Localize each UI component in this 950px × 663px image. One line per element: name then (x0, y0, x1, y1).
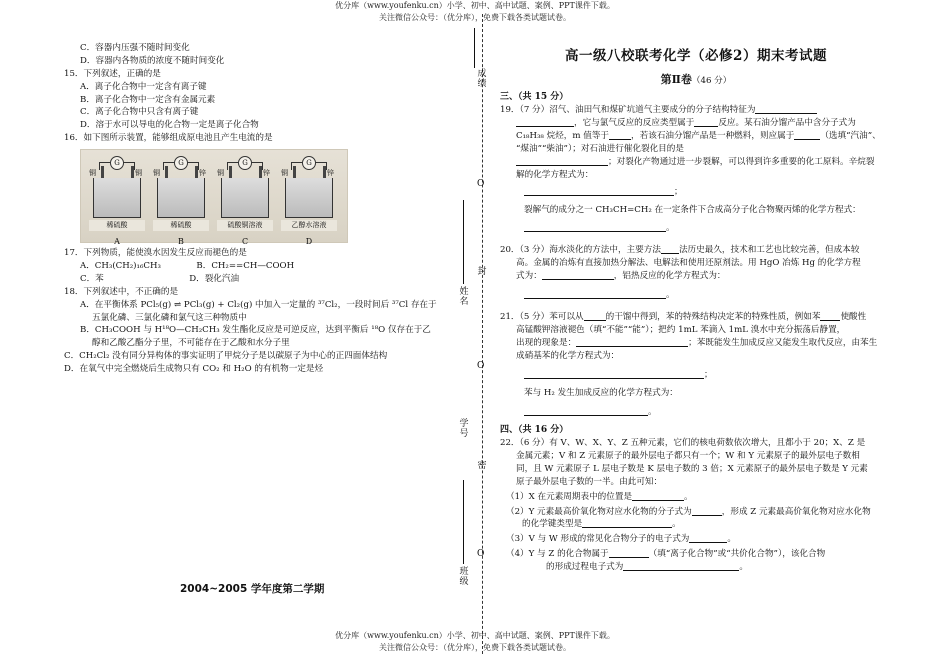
binding-id-label: 学号 (459, 419, 469, 439)
q19-line-5 (500, 156, 892, 169)
q15-option-c: C．离子化合物中只含有离子键 (80, 107, 199, 118)
electrode-left-label: 铜 (217, 169, 224, 178)
q19-text-2b: 反应。某石油分馏产品中含分子式为 (718, 118, 856, 129)
q19-equation-line-2 (500, 222, 892, 240)
q22-answer-blank-5[interactable] (609, 548, 649, 558)
q22-answer-blank-2[interactable] (692, 506, 722, 516)
page-footer (0, 630, 950, 654)
q22-sub-4-cont (500, 561, 892, 574)
q20-equation-blank[interactable] (524, 289, 666, 299)
q18-option-c: C．CH₂Cl₂ 没有同分异构体的事实证明了甲烷分子是以碳原子为中心的正四面体结构 (64, 351, 388, 362)
q21-period: 。 (648, 406, 657, 417)
binding-name-label: 姓名 (459, 287, 469, 307)
binding-secret-label: 密 (477, 461, 487, 471)
electrode-left-label: 铜 (281, 169, 288, 178)
q21-text-1b: 的干馏中得到，苯的特殊结构决定苯的特殊性质，例如苯 (605, 312, 821, 323)
q21-equation-line-2 (500, 406, 892, 424)
q22-line-1: 22．（6 分）有 V、W、X、Y、Z 五种元素，它们的核电荷数依次增大，且都小于 20；X、Z 是 (500, 438, 866, 449)
cell-c (217, 156, 273, 247)
q22-sub-4 (500, 548, 892, 561)
q19-text-3b: ，若该石油分馏产品是一种燃料，则应属于 (631, 131, 795, 142)
cell-d (281, 156, 337, 247)
q14-option-c: C．容器内压强不随时间变化 (80, 43, 190, 53)
header-line-2: 关注微信公众号：（优分库），免费下载各类试题试卷。 (379, 13, 571, 22)
binding-circle-3: O (477, 549, 485, 559)
q21-text-3a: 出现的现象是： (516, 337, 577, 348)
cell-letter: B (178, 237, 184, 247)
q19-text-3a: C₁₈H₃₈ 烷烃，m 值等于 (516, 131, 610, 142)
q22-sub-1-text: （1）X 在元素周期表中的位置是 (506, 491, 633, 502)
q20-text-1a: 20．（3 分）海水淡化的方法中，主要方法 (500, 245, 661, 256)
beaker (285, 178, 333, 218)
footer-line-2: 关注微信公众号：（优分库），免费下载各类试题试卷。 (379, 643, 571, 652)
name-field-line (463, 200, 464, 284)
q21-line-2: 高锰酸钾溶液褪色（填“不能”“能”）；把约 1mL 苯滴入 1mL 溴水中充分振荡后静置， (516, 325, 846, 336)
q19-text-5: ；对裂化产物通过进一步裂解，可以得到许多重要的化工原料。辛烷裂 (608, 156, 875, 167)
electrode-right-label: 锌 (327, 169, 334, 178)
q19-equation-line-1 (500, 186, 892, 204)
part-two-heading (500, 72, 892, 89)
q22-sub-2-text-c: 的化学键类型是 (522, 519, 583, 530)
q16-stem: 16．如下图所示装置，能够组成原电池且产生电流的是 (64, 133, 273, 144)
solution-label: 稀硫酸 (153, 220, 209, 231)
part-two-score: （46 分） (691, 76, 732, 87)
electrode-left-label: 铜 (89, 169, 96, 178)
q19-equation-blank-2[interactable] (524, 222, 666, 232)
q19-answer-blank-5[interactable] (794, 130, 820, 140)
electrode-right-label: 铜 (135, 169, 142, 178)
q19-line-1 (500, 104, 892, 117)
page-header (0, 0, 950, 24)
cell-a (89, 156, 145, 247)
binding-class-label: 班级 (459, 567, 469, 587)
q22-sub-1-period: 。 (684, 491, 693, 502)
q19-semicolon: ； (674, 186, 683, 197)
cell-letter: A (114, 237, 120, 247)
q22-sub-2-text-a: （2）Y 元素最高价氧化物对应水化物的分子式为 (506, 506, 692, 517)
binding-circle-2: O (477, 361, 485, 371)
q17-option-a: A．CH₃(CH₂)₁₆CH₃ (80, 261, 161, 272)
q21-line-5: 苯与 H₂ 发生加成反应的化学方程式为： (524, 387, 678, 398)
q19-answer-blank-3[interactable] (694, 117, 718, 127)
q21-line-4: 成硝基苯的化学方程式为： (516, 350, 620, 361)
binding-score-label: 成绩 (477, 69, 487, 89)
q19-line-2 (500, 117, 892, 130)
left-column (64, 42, 442, 376)
cell-b (153, 156, 209, 247)
cell-letter: D (305, 237, 313, 247)
q21-text-1a: 21．（5 分）苯可以从 (500, 312, 584, 323)
cell-letter: C (241, 237, 249, 247)
q20-line-3 (500, 270, 892, 283)
q19-line-6: 解的化学方程式为： (516, 169, 594, 180)
q19-line-7: 裂解气的成分之一 CH₃CH=CH₂ 在一定条件下合成高分子化合物聚丙烯的化学方程式： (524, 204, 861, 215)
beaker (93, 178, 141, 218)
q20-equation-line (500, 289, 892, 307)
q18-option-b-line2: 醇和乙酸乙酯分子里，不可能存在于乙酸和水分子里 (92, 338, 290, 349)
q21-equation-line-1 (500, 369, 892, 387)
q21-equation-blank-2[interactable] (524, 406, 648, 416)
q17-options-cd (64, 273, 442, 286)
galvanometer-icon: G (238, 156, 252, 170)
q14-option-d: D．容器内各物质的浓度不随时间变化 (80, 55, 225, 66)
galvanometer-icon: G (302, 156, 316, 170)
q20-answer-blank-1[interactable] (661, 244, 679, 254)
q20-text-3a: 式为： (516, 271, 542, 282)
section-three-heading: 三、（共 15 分） (500, 91, 569, 102)
q21-answer-blank-1[interactable] (584, 311, 606, 321)
section-four-heading: 四、（共 16 分） (500, 424, 569, 435)
right-column (500, 42, 892, 574)
q21-answer-blank-2[interactable] (820, 311, 840, 321)
q19-answer-blank-4[interactable] (609, 130, 631, 140)
q20-line-2: 高。金属的冶炼有直接加热分解法、电解法和使用还原剂法。用 HgO 冶炼 Hg 的化学方程 (516, 258, 861, 269)
q22-sub-4-text-b: （填“离子化合物”或“共价化合物”），该化合物 (648, 549, 826, 560)
q22-sub-4-period: 。 (739, 562, 748, 573)
q19-text-1: 19．（7 分）沼气、油田气和煤矿坑道气主要成分的分子结构特征为 (500, 105, 756, 116)
q20-text-3b: ，铝热反应的化学方程式为： (613, 271, 726, 282)
q18-stem: 18．下列叙述中，不正确的是 (64, 286, 179, 297)
q15-stem: 15．下列叙述，正确的是 (64, 68, 161, 79)
q17-option-c: C．苯 (80, 273, 104, 284)
q22-line-3: 同，且 W 元素原子 L 层电子数是 K 层电子数的 3 倍；X 元素原子的最外层电子数是 Y 元素 (516, 463, 868, 474)
galvanometer-icon: G (174, 156, 188, 170)
q22-sub-4-text-a: （4）Y 与 Z 的化合物属于 (506, 549, 609, 560)
footer-line-1: 优分库（www.youfenku.cn）小学、初中、高中试题、案例、PPT课件下载。 (335, 631, 615, 640)
electrode-right-label: 锌 (199, 169, 206, 178)
q19-answer-blank-6[interactable] (516, 156, 608, 166)
q22-sub-2 (500, 506, 892, 519)
q22-sub-3 (500, 533, 892, 546)
q21-line-3 (500, 337, 892, 350)
q19-answer-blank-1[interactable] (755, 104, 817, 114)
q22-line-4: 原子最外层电子数的一半。由此可知： (516, 476, 663, 487)
class-field-line (463, 480, 464, 564)
score-field-line (474, 28, 475, 68)
q19-text-4: “煤油”“柴油”）；对石油进行催化裂化目的是 (516, 143, 684, 154)
q18-option-d: D．在氧气中完全燃烧后生成物只有 CO₂ 和 H₂O 的有机物一定是烃 (64, 364, 324, 375)
q20-text-1b: 法历史最久，技术和工艺也比较完善，但成本较 (678, 245, 860, 256)
q19-text-2a: ，它与氯气反应的反应类型属于 (574, 118, 695, 129)
q19-line-4 (500, 143, 892, 156)
header-line-1: 优分库（www.youfenku.cn）小学、初中、高中试题、案例、PPT课件下载。 (335, 1, 615, 10)
school-year-label: 2004~2005 学年度第二学期 (180, 583, 325, 595)
q22-line-2: 金属元素；V 和 Z 元素原子的最外层电子都只有一个；W 和 Y 元素原子的最外层电子数相 (516, 451, 860, 461)
q22-sub-4-text-c: 的形成过程电子式为 (546, 562, 624, 573)
q22-sub-2-text-b: ，形成 Z 元素最高价氧化物对应水化物 (721, 506, 871, 517)
q21-semicolon: ； (704, 369, 713, 380)
q18-option-a-line1: A．在平衡体系 PCl₅(g) ⇌ PCl₃(g) + Cl₂(g) 中加入一定量的 ³⁷Cl₂，一段时间后 ³⁷Cl 存在于 (80, 299, 437, 310)
binding-seal-label: 封 (477, 267, 487, 277)
q20-period: 。 (666, 290, 675, 301)
q21-answer-blank-3[interactable] (576, 337, 688, 347)
binding-circle-1: O (477, 179, 485, 189)
q19-text-3c: （选填“汽油”、 (820, 131, 881, 142)
solution-label: 稀硫酸 (89, 220, 145, 231)
q20-answer-blank-2[interactable] (542, 270, 614, 280)
galvanometer-icon: G (110, 156, 124, 170)
q15-option-b: B．离子化合物中一定含有金属元素 (80, 94, 216, 105)
q22-sub-1 (500, 491, 892, 504)
q21-line-1 (500, 311, 892, 324)
beaker (221, 178, 269, 218)
q17-option-b: B．CH₂==CH—COOH (196, 261, 295, 272)
q22-answer-blank-6[interactable] (623, 561, 739, 571)
q22-answer-blank-4[interactable] (689, 533, 727, 543)
exam-title: 高一级八校联考化学（必修2）期末考试题 (565, 48, 827, 64)
electrode-right-label: 锌 (263, 169, 270, 178)
q22-answer-blank-3[interactable] (582, 518, 672, 528)
beaker (157, 178, 205, 218)
q19-period: 。 (666, 223, 675, 234)
q19-line-3 (500, 130, 892, 143)
q15-option-d: D．溶于水可以导电的化合物一定是离子化合物 (80, 120, 259, 131)
q18-option-a-line2: 五氯化磷、三氯化磷和氯气这三种物质中 (92, 312, 247, 323)
part-two-label: 第Ⅱ卷 (660, 73, 692, 87)
q22-sub-3-period: 。 (727, 534, 736, 545)
q22-answer-blank-1[interactable] (632, 491, 684, 501)
q18-option-b-line1: B．CH₃COOH 与 H¹⁸O—CH₂CH₃ 发生酯化反应是可逆反应，达到平衡后 ¹⁸O 仅存在于乙 (80, 325, 431, 336)
q21-equation-blank-1[interactable] (524, 369, 704, 379)
q17-option-d: D．裂化汽油 (189, 273, 240, 284)
q20-line-1 (500, 244, 892, 257)
electrode-left-label: 铜 (153, 169, 160, 178)
q21-text-3b: ；苯既能发生加成反应又能发生取代反应，由苯生 (688, 337, 878, 348)
q19-equation-blank-1[interactable] (524, 186, 674, 196)
q15-option-a: A．离子化合物中一定含有离子键 (80, 81, 207, 92)
q19-answer-blank-2[interactable] (516, 117, 574, 127)
solution-label: 乙醇水溶液 (281, 220, 337, 231)
galvanic-cell-figure (80, 149, 348, 247)
q22-sub-3-text: （3）V 与 W 形成的常见化合物分子的电子式为 (506, 534, 690, 545)
solution-label: 硫酸铜溶液 (217, 220, 273, 231)
q21-text-1c: 使酸性 (840, 312, 867, 323)
q17-stem: 17．下列物质，能使溴水因发生反应而褪色的是 (64, 248, 247, 259)
q22-sub-2-cont (500, 518, 892, 531)
q22-sub-2-period: 。 (672, 519, 681, 530)
q17-options-ab (64, 260, 442, 273)
